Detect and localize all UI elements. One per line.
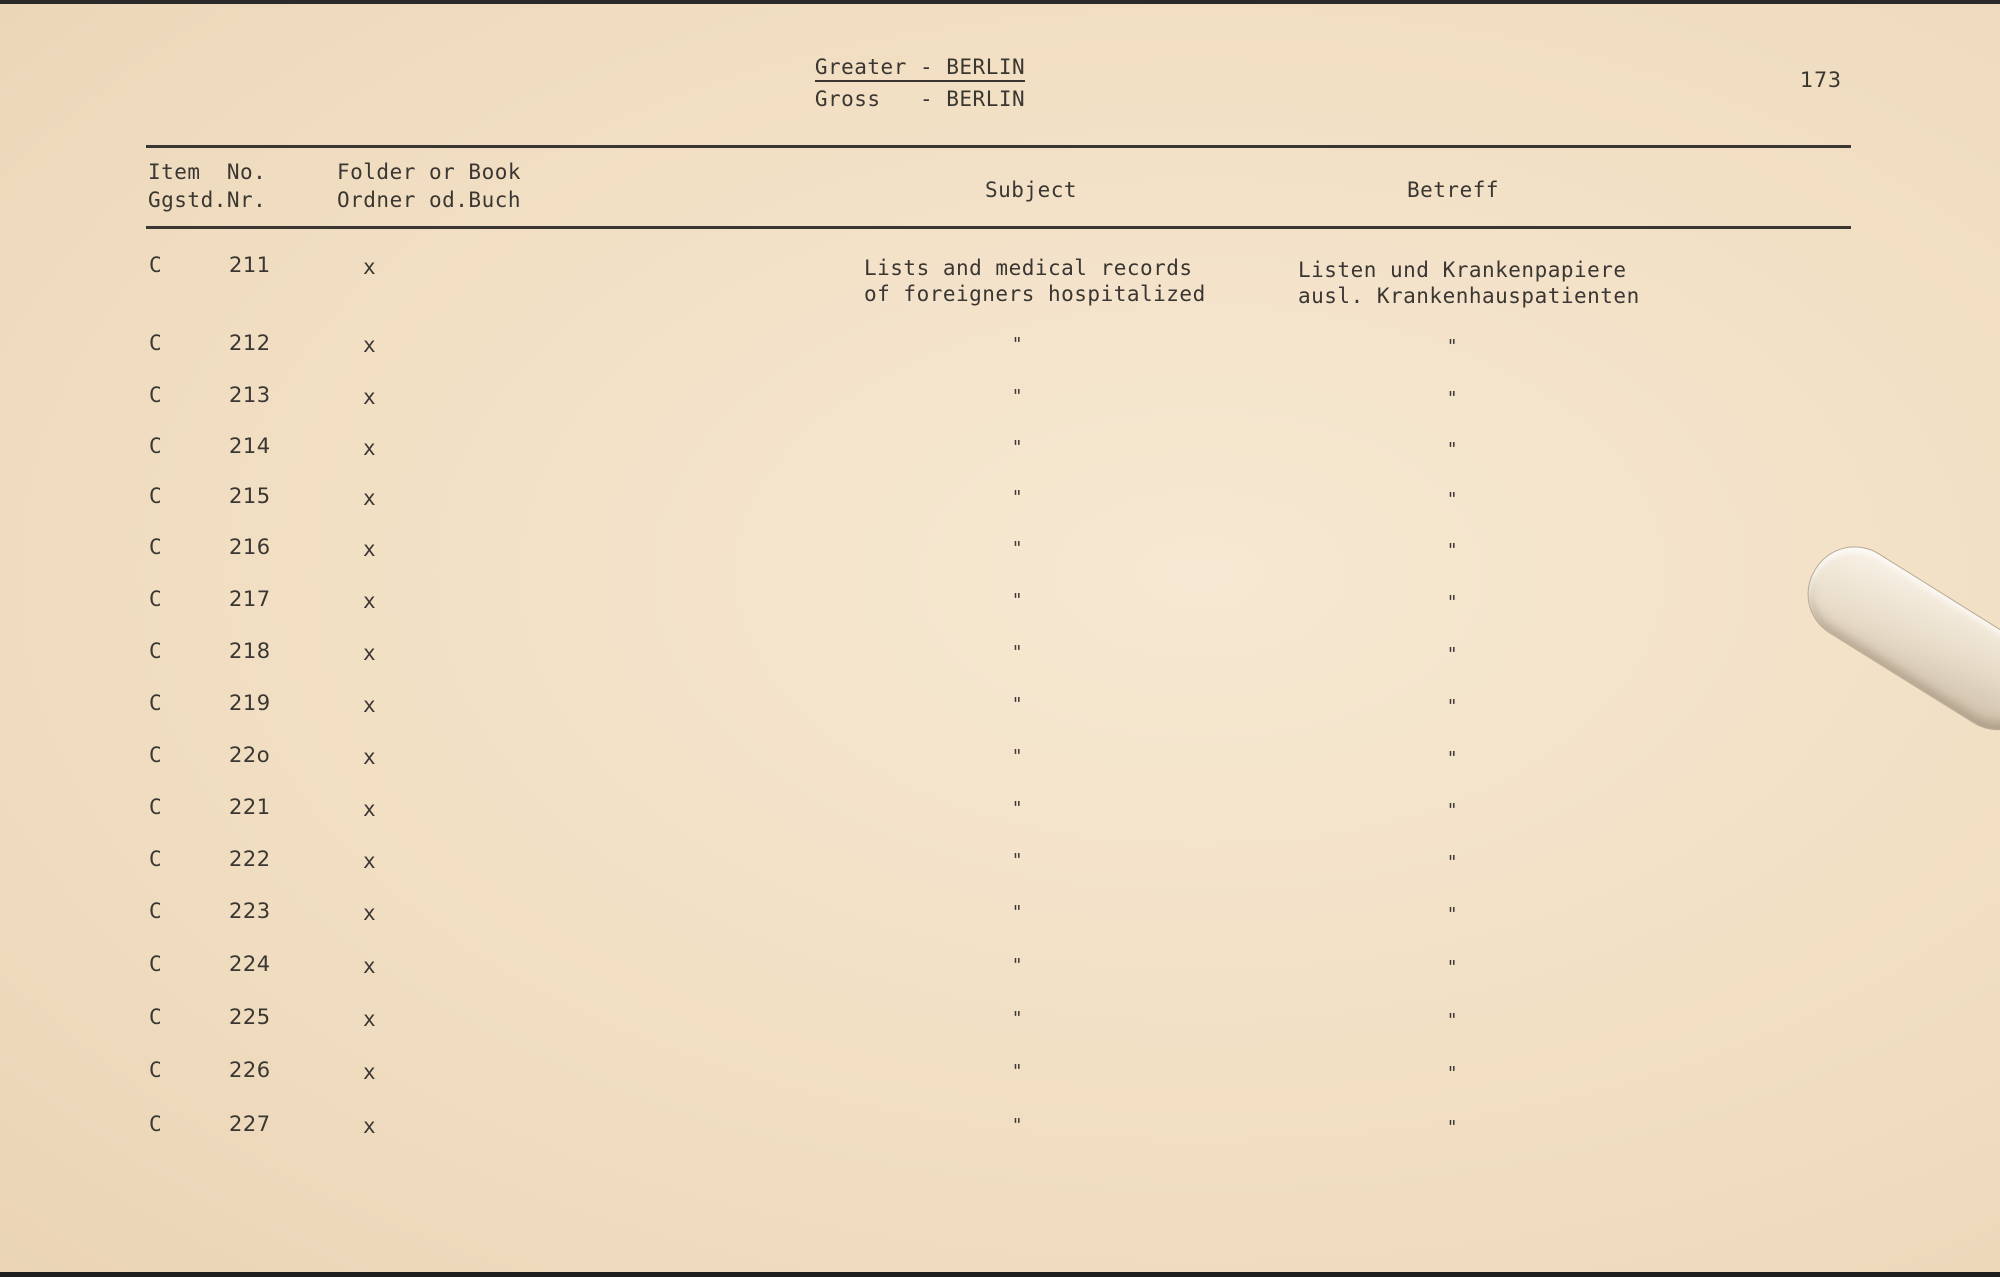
betreff-ditto: " xyxy=(1448,1117,1457,1138)
column-header-folder-de: Ordner od.Buch xyxy=(337,188,522,212)
item-letter: C xyxy=(149,253,163,277)
subject-ditto: " xyxy=(1013,437,1022,458)
betreff-ditto: " xyxy=(1448,336,1457,357)
pen-object xyxy=(1790,529,2000,748)
column-header-item-en: Item No. xyxy=(148,160,267,184)
subject-ditto: " xyxy=(1013,334,1022,355)
document-page xyxy=(0,4,2000,1272)
column-header-subject: Subject xyxy=(985,178,1078,202)
item-number: 216 xyxy=(229,535,271,559)
column-header-folder-en: Folder or Book xyxy=(337,160,522,184)
subject-ditto: " xyxy=(1013,487,1022,508)
column-header-folder xyxy=(337,158,521,214)
betreff-ditto: " xyxy=(1448,489,1457,510)
betreff-ditto: " xyxy=(1448,388,1457,409)
item-number: 226 xyxy=(229,1058,271,1082)
item-number: 211 xyxy=(229,253,271,277)
folder-mark: x xyxy=(363,1007,377,1031)
item-number: 214 xyxy=(229,434,271,458)
betreff-ditto: " xyxy=(1448,540,1457,561)
betreff-ditto: " xyxy=(1448,1010,1457,1031)
betreff-ditto: " xyxy=(1448,852,1457,873)
item-letter: C xyxy=(149,535,163,559)
folder-mark: x xyxy=(363,255,377,279)
subject-text-line-1: Lists and medical records xyxy=(864,256,1193,280)
title-english xyxy=(760,52,1080,82)
subject-ditto: " xyxy=(1013,955,1022,976)
folder-mark: x xyxy=(363,641,377,665)
item-number: 218 xyxy=(229,639,271,663)
title-english-text: Greater - BERLIN xyxy=(815,55,1025,82)
column-header-item-de: Ggstd.Nr. xyxy=(148,188,267,212)
item-number: 215 xyxy=(229,484,271,508)
subject-ditto: " xyxy=(1013,386,1022,407)
item-letter: C xyxy=(149,587,163,611)
item-number: 224 xyxy=(229,952,271,976)
item-letter: C xyxy=(149,434,163,458)
item-number: 223 xyxy=(229,899,271,923)
item-number: 217 xyxy=(229,587,271,611)
folder-mark: x xyxy=(363,954,377,978)
folder-mark: x xyxy=(363,589,377,613)
betreff-text-line-2: ausl. Krankenhauspatienten xyxy=(1298,284,1640,308)
item-letter: C xyxy=(149,743,163,767)
item-number: 222 xyxy=(229,847,271,871)
item-letter: C xyxy=(149,899,163,923)
title-german: Gross - BERLIN xyxy=(814,87,1026,111)
subject-ditto: " xyxy=(1013,538,1022,559)
folder-mark: x xyxy=(363,901,377,925)
item-number: 212 xyxy=(229,331,271,355)
folder-mark: x xyxy=(363,385,377,409)
folder-mark: x xyxy=(363,537,377,561)
folder-mark: x xyxy=(363,486,377,510)
betreff-ditto: " xyxy=(1448,904,1457,925)
item-number: 227 xyxy=(229,1112,271,1136)
folder-mark: x xyxy=(363,849,377,873)
column-header-item xyxy=(148,158,266,214)
page-number: 173 xyxy=(1800,68,1842,92)
folder-mark: x xyxy=(363,333,377,357)
folder-mark: x xyxy=(363,436,377,460)
subject-ditto: " xyxy=(1013,902,1022,923)
item-letter: C xyxy=(149,383,163,407)
subject-ditto: " xyxy=(1013,850,1022,871)
betreff-ditto: " xyxy=(1448,800,1457,821)
subject-ditto: " xyxy=(1013,1061,1022,1082)
item-number: 225 xyxy=(229,1005,271,1029)
header-rule-bottom xyxy=(146,226,1851,229)
item-number: 213 xyxy=(229,383,271,407)
item-number: 219 xyxy=(229,691,271,715)
betreff-ditto: " xyxy=(1448,439,1457,460)
folder-mark: x xyxy=(363,693,377,717)
subject-ditto: " xyxy=(1013,694,1022,715)
betreff-ditto: " xyxy=(1448,592,1457,613)
betreff-ditto: " xyxy=(1448,644,1457,665)
folder-mark: x xyxy=(363,1114,377,1138)
subject-ditto: " xyxy=(1013,1115,1022,1136)
betreff-ditto: " xyxy=(1448,748,1457,769)
item-letter: C xyxy=(149,847,163,871)
item-letter: C xyxy=(149,691,163,715)
page-bottom-edge xyxy=(0,1272,2000,1277)
folder-mark: x xyxy=(363,745,377,769)
item-letter: C xyxy=(149,1058,163,1082)
subject-ditto: " xyxy=(1013,1008,1022,1029)
column-header-betreff: Betreff xyxy=(1407,178,1500,202)
item-number: 22o xyxy=(229,743,271,767)
header-rule-top xyxy=(146,145,1851,148)
folder-mark: x xyxy=(363,1060,377,1084)
subject-ditto: " xyxy=(1013,642,1022,663)
subject-ditto: " xyxy=(1013,746,1022,767)
item-letter: C xyxy=(149,1112,163,1136)
item-letter: C xyxy=(149,795,163,819)
item-letter: C xyxy=(149,639,163,663)
betreff-ditto: " xyxy=(1448,696,1457,717)
item-letter: C xyxy=(149,952,163,976)
subject-ditto: " xyxy=(1013,798,1022,819)
folder-mark: x xyxy=(363,797,377,821)
betreff-ditto: " xyxy=(1448,957,1457,978)
betreff-text-line-1: Listen und Krankenpapiere xyxy=(1298,258,1627,282)
item-letter: C xyxy=(149,484,163,508)
betreff-ditto: " xyxy=(1448,1063,1457,1084)
item-number: 221 xyxy=(229,795,271,819)
item-letter: C xyxy=(149,331,163,355)
item-letter: C xyxy=(149,1005,163,1029)
subject-ditto: " xyxy=(1013,590,1022,611)
subject-text-line-2: of foreigners hospitalized xyxy=(864,282,1206,306)
